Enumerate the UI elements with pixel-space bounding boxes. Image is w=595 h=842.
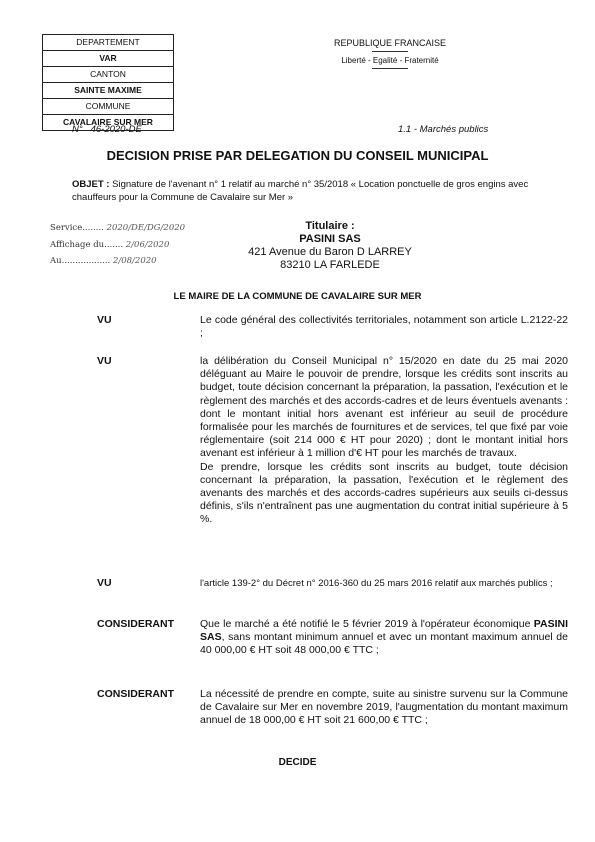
section-text-considerant-2: La nécessité de prendre en compte, suite au sinistre survenu sur la Commune de Cavalaire sur Mer en novembre 2019, l'augmentation du montant maximum annuel de 18 000,00 € HT soit 21 600,00 € TTC ; <box>200 688 568 727</box>
admin-departement-value: VAR <box>43 51 173 67</box>
titulaire-name: PASINI SAS <box>299 233 361 245</box>
section-label-vu-1: VU <box>97 314 112 326</box>
stamp-service: Service........ 2020/DE/DG/2020 <box>50 223 186 233</box>
admin-canton-value: SAINTE MAXIME <box>43 83 173 99</box>
admin-departement-label: DEPARTEMENT <box>43 35 173 51</box>
stamp-affichage: Affichage du....... 2/06/2020 <box>50 240 170 250</box>
admin-commune-label: COMMUNE <box>43 99 173 115</box>
stamp-affichage-value: 2/06/2020 <box>125 240 170 250</box>
titulaire-address-line1: 421 Avenue du Baron D LARREY <box>248 246 412 258</box>
republic-motto: Liberté - Egalité - Fraternité <box>341 56 439 65</box>
section-text-vu-2-part2: De prendre, lorsque les crédits sont inscrits au budget, toute décision concernant la préparation, la passation, l'exécution et le règlement des avenants des marchés et des accords-cadres supérieurs aux seuils ci-dessus définis, s'ils n'entraînent pas une augmentation du contrat initial supérieure à 5 %. <box>200 460 568 526</box>
titulaire-address-line2: 83210 LA FARLEDE <box>280 259 380 271</box>
decide-heading: DECIDE <box>278 757 317 768</box>
section-text-vu-1: Le code général des collectivités territoriales, notamment son article L.2122-22 ; <box>200 314 568 340</box>
divider <box>372 51 408 52</box>
decision-number <box>72 124 142 135</box>
section-text-vu-3: l'article 139-2° du Décret n° 2016-360 du 25 mars 2016 relatif aux marchés publics ; <box>200 578 553 589</box>
stamp-service-label: Service <box>50 223 83 233</box>
stamp-service-value: 2020/DE/DG/2020 <box>106 223 186 233</box>
company-name: PASINI SAS <box>200 618 568 644</box>
decision-number-label: N° <box>72 124 83 135</box>
section-text-vu-2 <box>200 355 568 527</box>
maire-heading: LE MAIRE DE LA COMMUNE DE CAVALAIRE SUR MER <box>173 291 422 302</box>
stamp-au-value: 2/08/2020 <box>112 256 157 266</box>
section-label-considerant-1: CONSIDERANT <box>97 618 175 630</box>
administrative-header-box <box>42 34 174 131</box>
section-label-vu-3: VU <box>97 577 112 589</box>
decision-category: 1.1 - Marchés publics <box>398 124 489 135</box>
republic-name: REPUBLIQUE FRANCAISE <box>333 38 447 48</box>
section-label-vu-2: VU <box>97 355 112 367</box>
decision-number-value: 46-2020-DE <box>90 124 142 135</box>
stamp-affichage-label: Affichage du <box>50 240 105 250</box>
section-text-vu-2-part1: la délibération du Conseil Municipal n° 15/2020 en date du 25 mai 2020 déléguant au Maire le pouvoir de prendre, lorsque les crédits sont inscrits au budget, toute décision concernant la préparation, la passation, l'exécution et le règlement des marchés et des accords-cadres et de leurs éventuels avenants : dont le montant initial hors avenant est inférieur au seuil de procédure formalisée pour les marchés de fournitures et de services, tel que fixé par voie réglementaire (soit 214 000 € HT pour 2020) ; dont le montant initial hors avenant est inférieur à 1 million d'€ HT pour les marchés de travaux. <box>200 355 568 460</box>
section-text-considerant-1: Que le marché a été notifié le 5 février 2019 à l'opérateur économique PASINI SAS, sans montant minimum annuel et avec un montant maximum annuel de 40 000,00 € HT soit 48 000,00 € TTC ; <box>200 618 568 657</box>
objet-label: OBJET : <box>72 179 110 190</box>
document-title: DECISION PRISE PAR DELEGATION DU CONSEIL MUNICIPAL <box>106 148 489 163</box>
admin-canton-label: CANTON <box>43 67 173 83</box>
divider <box>372 68 408 69</box>
titulaire-label: Titulaire : <box>305 220 355 232</box>
admin-commune-value: CAVALAIRE SUR MER <box>63 117 153 127</box>
objet-text: Signature de l'avenant n° 1 relatif au marché n° 35/2018 « Location ponctuelle de gros engins avec chauffeurs pour la Commune de Cavalaire sur Mer » <box>72 179 529 203</box>
stamp-au-label: Au <box>50 256 62 266</box>
stamp-au: Au.................. 2/08/2020 <box>50 256 157 266</box>
objet-paragraph <box>72 178 562 204</box>
republic-header <box>300 38 480 72</box>
section-label-considerant-2: CONSIDERANT <box>97 688 175 700</box>
